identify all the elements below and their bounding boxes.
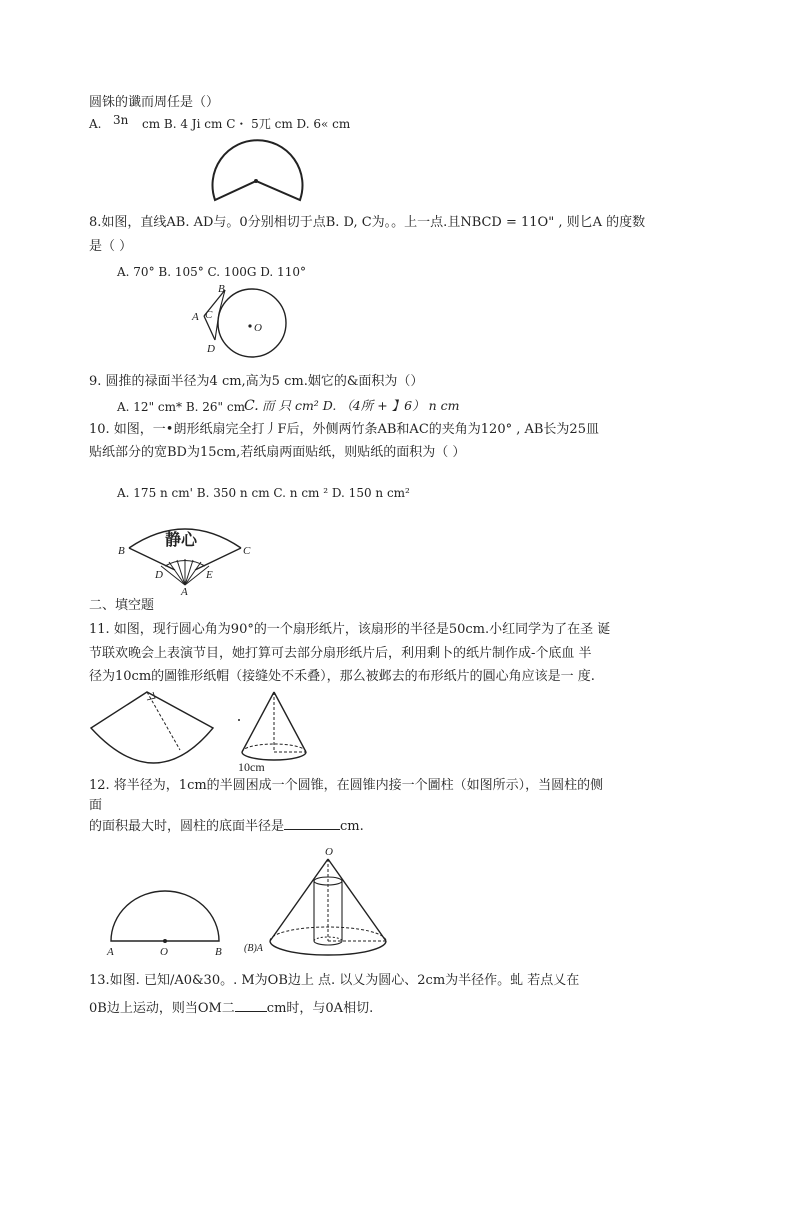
q11-line1: 11. 如图，现行圆心角为90°的一个扇形纸片，该扇形的半径是50cm.小红同学为了在圣 诞 [89, 622, 611, 637]
q8-label-c: C [205, 309, 213, 321]
q8-label-b: B [218, 283, 225, 295]
q10-label-b: B [118, 545, 125, 557]
q11-cone-figure [234, 688, 314, 776]
q8-options: A. 70° B. 105° C. 100G D. 110° [117, 265, 306, 279]
q12-semicircle-figure [105, 885, 235, 958]
q7-options: cm B. 4 Ji cm C・ 5兀 cm D. 6« cm [142, 117, 351, 131]
q12-answer-blank[interactable] [284, 829, 340, 830]
q10-label-d: D [155, 569, 163, 581]
q12-line3: 的面积最大时，圆柱的底面半径是 cm. [89, 819, 364, 834]
q12-label-o: O [160, 946, 168, 958]
q8-tangent-figure [185, 280, 300, 360]
q8-label-d: D [207, 343, 215, 355]
q12-label-cone-base: (B)A [244, 943, 263, 954]
q7-option-a-value: 3n [113, 113, 129, 127]
q12-line2: 面 [89, 798, 103, 813]
q11-label-radius: 10cm [238, 760, 265, 774]
q13-answer-blank[interactable] [235, 1011, 267, 1012]
q10-stem-line2: 贴纸部分的宽BD为15cm,若纸扇两面贴纸，则贴纸的面积为（ ） [89, 445, 466, 460]
q12-label-cone-top: O [325, 846, 333, 858]
q8-label-a: A [192, 311, 199, 323]
q10-label-c: C [243, 545, 251, 557]
q7-option-a-label: A. [89, 117, 102, 131]
q10-label-e: E [206, 569, 213, 581]
q7-stem: 圆铢的谶而周任是（） [89, 95, 220, 110]
q10-fan-figure [115, 520, 265, 598]
q7-sector-figure [205, 134, 315, 204]
q8-stem-line2: 是（ ） [89, 239, 133, 254]
q12-line1: 12. 将半径为，1cm的半圆困成一个圆锥，在圆锥内接一个圖柱（如图所示），当圆柱的侧 [89, 778, 604, 793]
q8-label-o: O [254, 322, 262, 334]
q11-sector-figure [85, 688, 225, 773]
q10-options: A. 175 n cm' B. 350 n cm C. n cm ² D. 150 n cm² [117, 486, 410, 500]
q9-options-c-label: C. [244, 398, 259, 414]
q9-stem: 9. 圆推的禄面半径为4 cm,高为5 cm.姻它的&面积为（） [89, 374, 424, 389]
q9-options-ab: A. 12" cm* B. 26" cm [117, 400, 245, 414]
q11-line3: 径为10cm的圖锥形纸帽（接缝处不禾叠），那么被邺去的布形纸片的圓心角应该是一 度. [89, 669, 595, 684]
q13-line2: 0B边上运动，则当OM二 cm时，与0A相切. [89, 1001, 374, 1016]
section-title: 二、填空题 [89, 598, 155, 613]
q9-options-cd: 而 只 cm² D. （4所 + 】6） n cm [262, 398, 460, 413]
q11-line2: 节联欢晚会上表演节目，她打算可去部分扇形纸片后，利用剩卜的纸片制作成-个底血 半 [89, 646, 592, 661]
q13-line1: 13.如图. 已知/A0&30。. M为OB边上 点. 以乂为圆心、2cm为半径作。虬 若点乂在 [89, 973, 580, 988]
q10-label-a: A [181, 586, 188, 598]
q12-label-a: A [107, 946, 114, 958]
q12-cone-cylinder-figure [240, 843, 390, 958]
q10-fan-text: 静心 [165, 532, 198, 549]
q12-label-b: B [215, 946, 222, 958]
q8-stem-line1: 8.如图，直线AB. AD与。0分别相切于点B. D, C为。。上一点.且NBCD = 11O" , 则匕A 的度数 [89, 215, 646, 230]
q10-stem-line1: 10. 如图，一•朗形纸扇完全打丿F后，外侧两竹条AB和AC的夹角为120° , AB长为25皿 [89, 422, 599, 437]
